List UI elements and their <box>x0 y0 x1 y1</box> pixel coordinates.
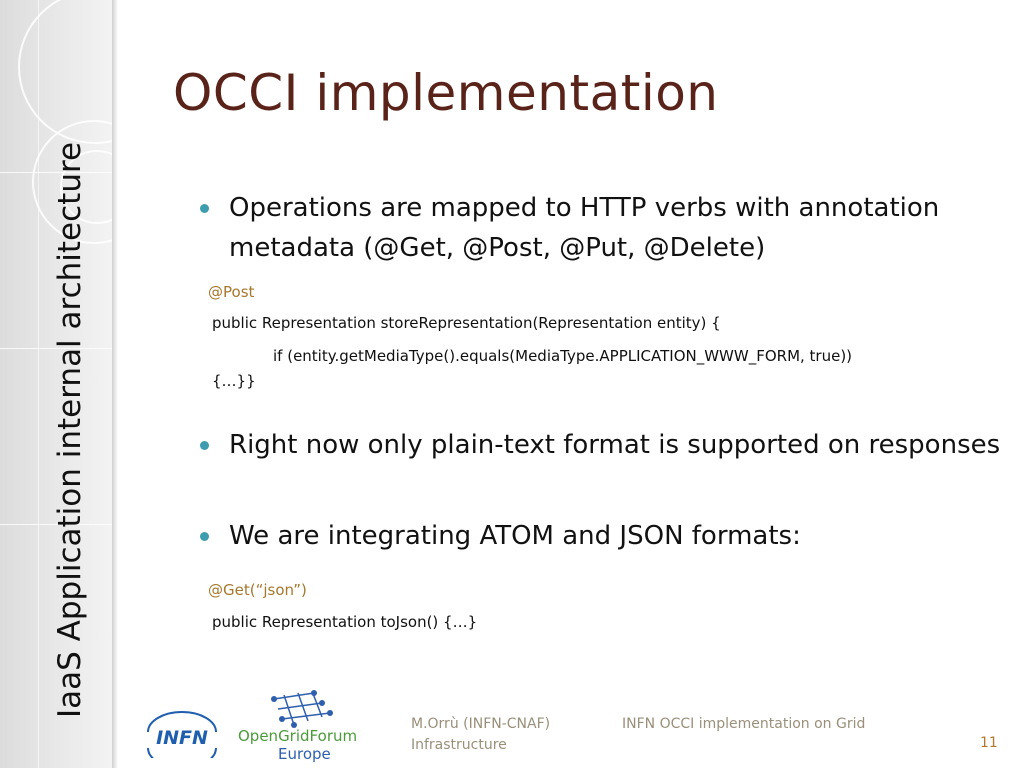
footer-author: M.Orrù (INFN-CNAF) <box>411 716 551 732</box>
vertical-section-title: IaaS Application internal architecture <box>52 141 88 718</box>
infn-logo-text: INFN <box>156 727 208 749</box>
infn-logo <box>140 710 224 758</box>
bullet-text: We are integrating ATOM and JSON formats: <box>229 521 801 551</box>
code-annotation: @Post <box>208 283 255 301</box>
ogf-logo <box>236 685 366 765</box>
slide-title: OCCI implementation <box>173 64 719 122</box>
ogf-logo-text: OpenGridForum <box>238 727 358 745</box>
footer-talk-title: INFN OCCI implementation on Grid <box>622 716 866 732</box>
bullet-text: Right now only plain-text format is supported on responses <box>229 430 1001 460</box>
sidebar-edge <box>112 0 118 768</box>
bullet-dot-icon <box>200 204 209 213</box>
code-line: public Representation storeRepresentation(Representation entity) { <box>212 314 721 332</box>
ogf-logo-subtext: Europe <box>278 745 331 763</box>
page-number: 11 <box>980 735 998 751</box>
bullet-dot-icon <box>200 441 209 450</box>
footer-talk-title-continued: Infrastructure <box>411 737 507 753</box>
bullet-dot-icon <box>200 532 209 541</box>
code-line: if (entity.getMediaType().equals(MediaType.APPLICATION_WWW_FORM, true)) <box>273 347 853 365</box>
bullet-text: Operations are mapped to HTTP verbs with annotation metadata (@Get, @Post, @Put, @Delete) <box>229 193 940 263</box>
code-line: {…}} <box>212 372 256 390</box>
code-line: public Representation toJson() {…} <box>212 613 478 631</box>
code-annotation: @Get(“json”) <box>208 581 307 599</box>
